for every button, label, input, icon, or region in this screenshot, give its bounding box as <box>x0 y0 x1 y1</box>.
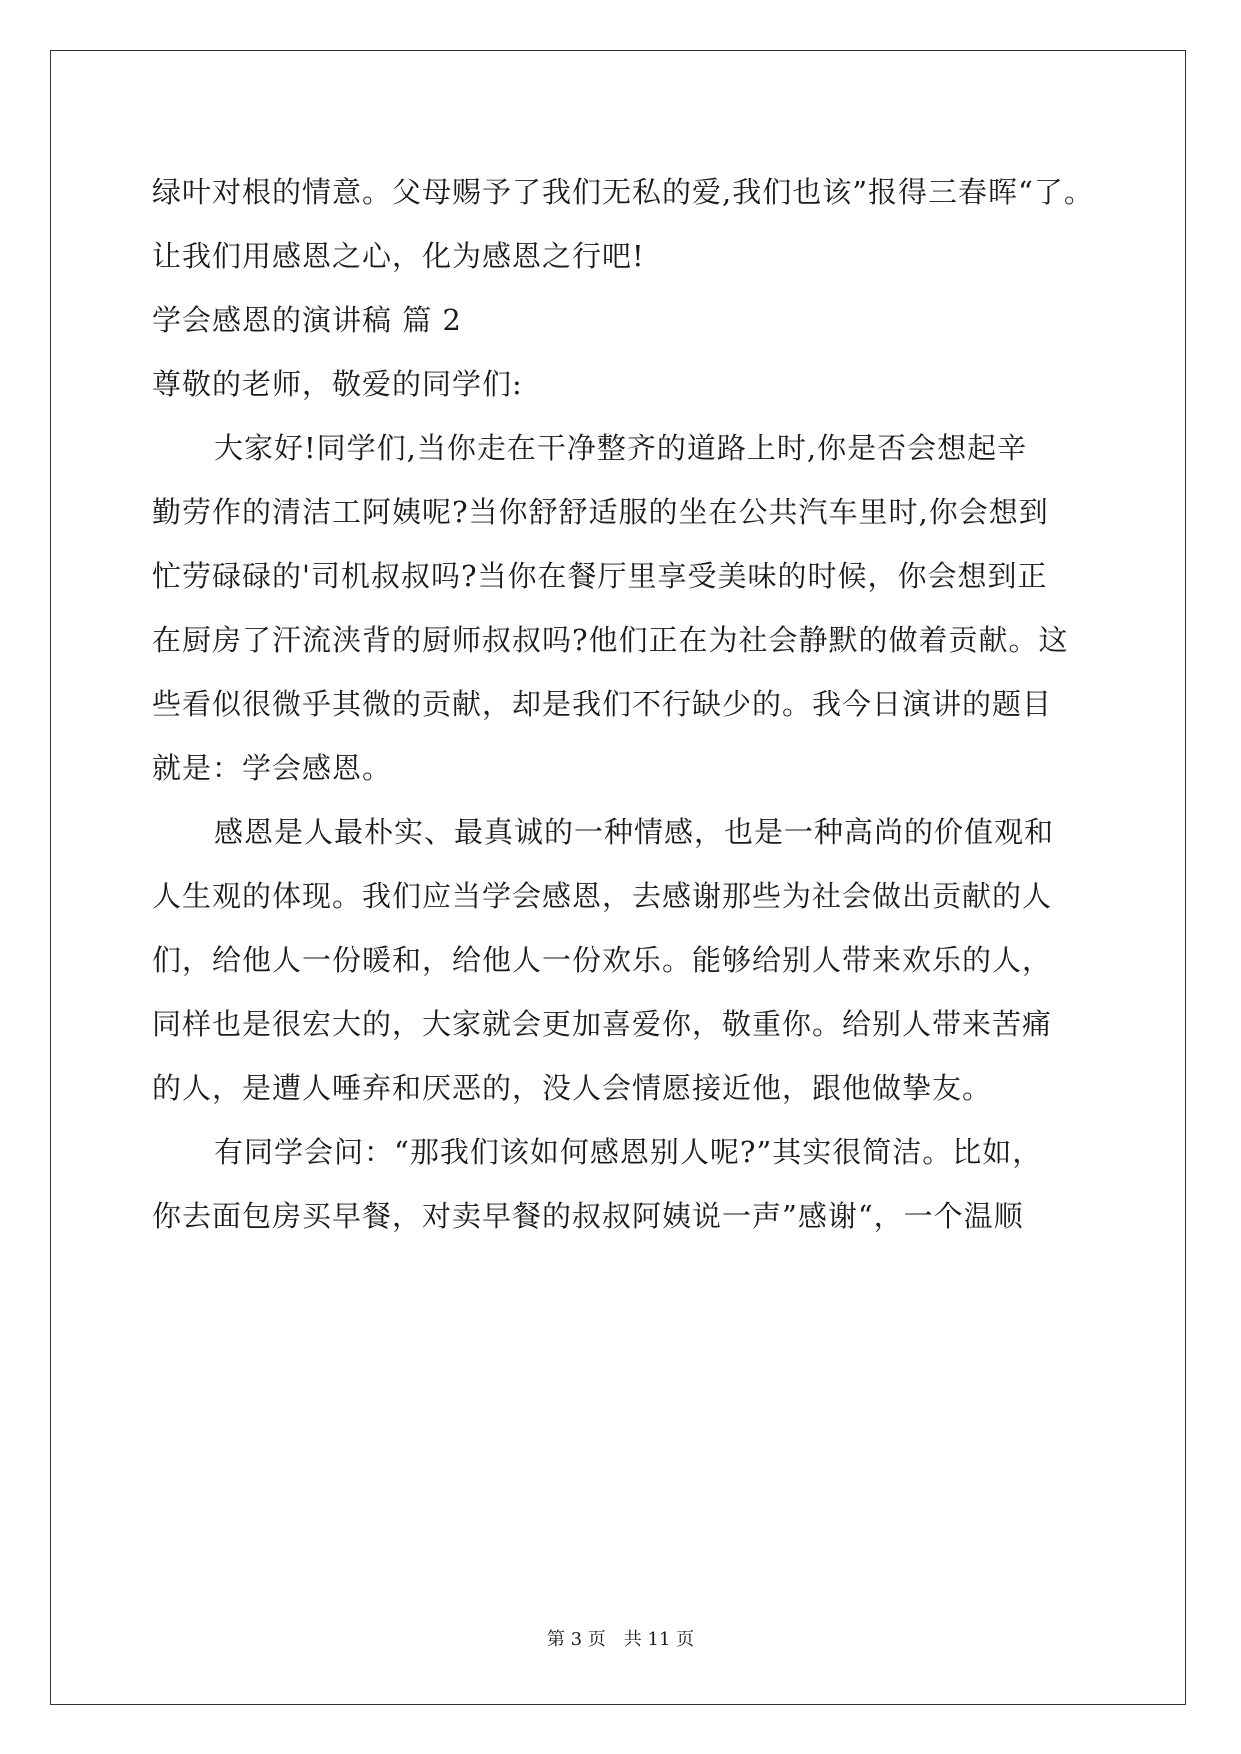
text-line: 们，给他人一份暖和，给他人一份欢乐。能够给别人带来欢乐的人， <box>152 943 1053 977</box>
text-line: 人生观的体现。我们应当学会感恩，去感谢那些为社会做出贡献的人 <box>152 879 1053 913</box>
paragraph-start: 有同学会问：“那我们该如何感恩别人呢?”其实很简洁。比如， <box>214 1135 1043 1169</box>
text-line: 就是：学会感恩。 <box>152 751 393 785</box>
text-line: 让我们用感恩之心，化为感恩之行吧! <box>152 239 645 273</box>
text-line: 些看似很微乎其微的贡献，却是我们不行缺少的。我今日演讲的题目 <box>152 687 1053 721</box>
paragraph-start: 感恩是人最朴实、最真诚的一种情感，也是一种高尚的价值观和 <box>214 815 1055 849</box>
text-line: 在厨房了汗流浃背的厨师叔叔吗?他们正在为社会静默的做着贡献。这 <box>152 623 1069 657</box>
page-number-footer: 第 3 页 共 11 页 <box>546 1629 695 1650</box>
text-line: 勤劳作的清洁工阿姨呢?当你舒舒适服的坐在公共汽车里时,你会想到 <box>152 495 1049 529</box>
text-line: 忙劳碌碌的'司机叔叔吗?当你在餐厅里享受美味的时候，你会想到正 <box>152 559 1048 593</box>
text-line: 的人，是遭人唾弃和厌恶的，没人会情愿接近他，跟他做挚友。 <box>152 1071 993 1105</box>
document-body <box>152 160 1102 1248</box>
text-line: 绿叶对根的情意。父母赐予了我们无私的爱,我们也该”报得三春晖“了。 <box>152 175 1094 209</box>
salutation: 尊敬的老师，敬爱的同学们: <box>152 367 523 401</box>
section-heading: 学会感恩的演讲稿 篇 2 <box>152 303 462 337</box>
text-line: 你去面包房买早餐，对卖早餐的叔叔阿姨说一声”感谢“，一个温顺 <box>152 1199 1024 1233</box>
text-line: 同样也是很宏大的，大家就会更加喜爱你，敬重你。给别人带来苦痛 <box>152 1007 1053 1041</box>
paragraph-start: 大家好!同学们,当你走在干净整齐的道路上时,你是否会想起辛 <box>214 431 1028 465</box>
